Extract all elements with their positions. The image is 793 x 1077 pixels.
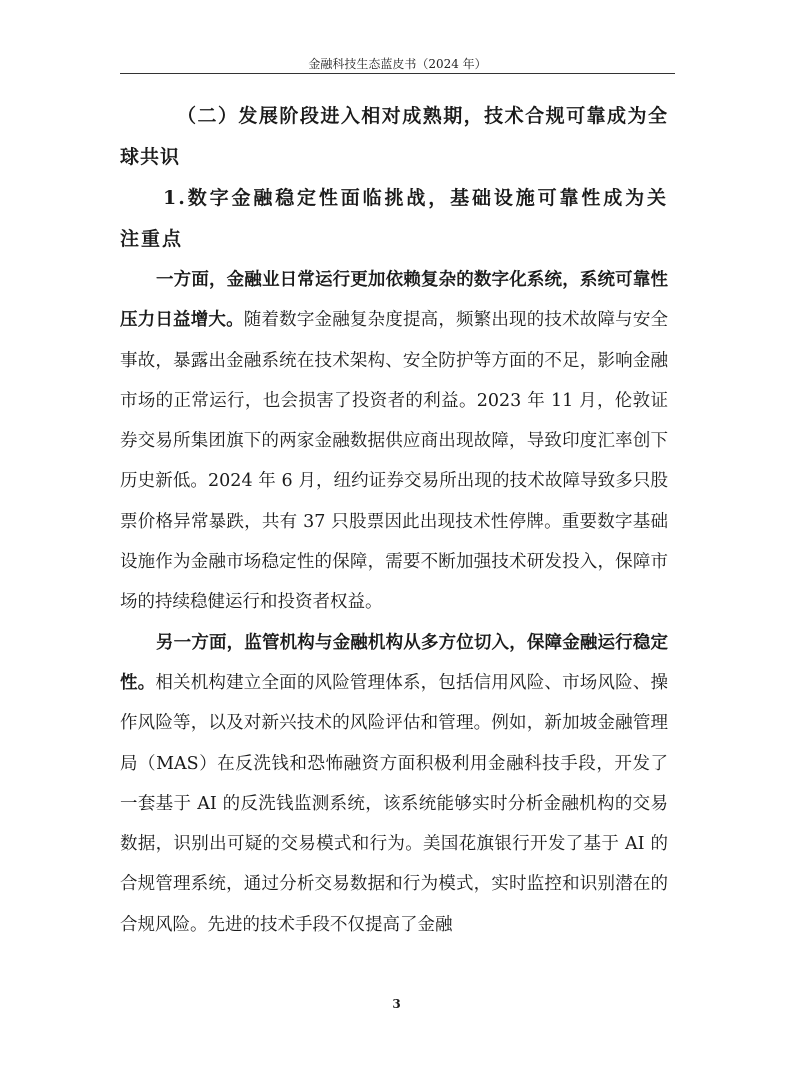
section-heading: （二）发展阶段进入相对成熟期，技术合规可靠成为全球共识 — [120, 105, 668, 168]
running-header: 金融科技生态蓝皮书（2024 年） — [308, 57, 487, 71]
subsection-heading: 1.数字金融稳定性面临挑战，基础设施可靠性成为关注重点 — [120, 187, 668, 250]
paragraph-2-lead: 另一方面，监管机构与金融机构从多方位切入，保障金融运行稳定性。 — [120, 632, 668, 693]
paragraph-2-body: 相关机构建立全面的风险管理体系，包括信用风险、市场风险、操作风险等，以及对新兴技术的风险评估和管理。例如，新加坡金融管理局（MAS）在反洗钱和恐怖融资方面积极利用金融科技手段，开发了一套基于 AI 的反洗钱监测系统，该系统能够实时分析金融机构的交易数据，识别出可疑的交易模式和行为。美国花旗银行开发了基于 AI 的合规管理系统，通过分析交易数据和行为模式，实时监控和识别潜在的合规风险。先进的技术手段不仅提高了金融 — [120, 672, 669, 935]
paragraph-1-lead: 一方面，金融业日常运行更加依赖复杂的数字化系统，系统可靠性压力日益增大。 — [120, 270, 668, 331]
paragraph-2 — [120, 623, 668, 945]
paragraph-1-body: 随着数字金融复杂度提高，频繁出现的技术故障与安全事故，暴露出金融系统在技术架构、安全防护等方面的不足，影响金融市场的正常运行，也会损害了投资者的利益。2023 年 11 月，伦敦证券交易所集团旗下的两家金融数据供应商出现故障，导致印度汇率创下历史新低。2024 年 6 月，纽约证券交易所出现的技术故障导致多只股票价格异常暴跌，共有 37 只股票因此出现技术性停牌。重要数字基础设施作为金融市场稳定性的保障，需要不断加强技术研发投入，保障市场的持续稳健运行和投资者权益。 — [120, 310, 669, 613]
paragraph-1 — [120, 260, 668, 623]
page-number: 3 — [392, 997, 401, 1011]
page-body — [120, 96, 668, 945]
header-divider — [120, 73, 675, 74]
